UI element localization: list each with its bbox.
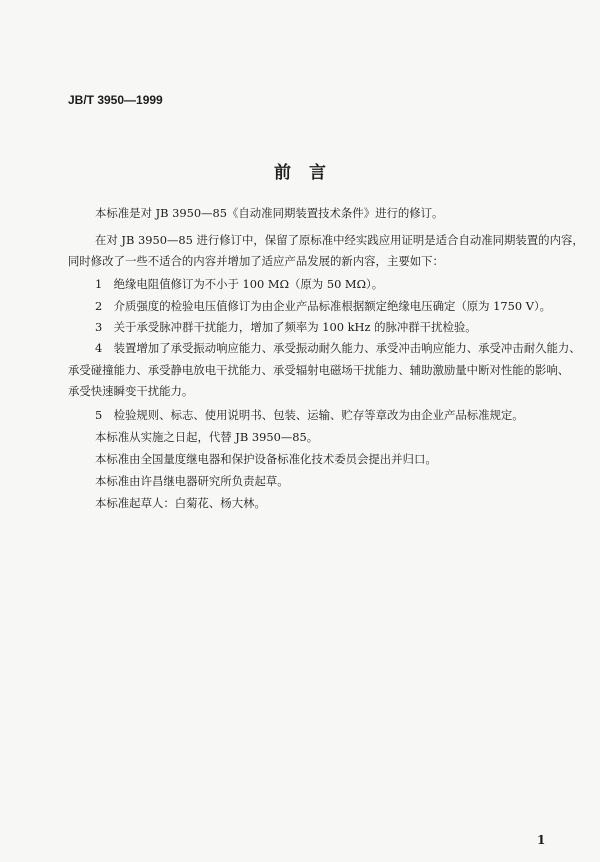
paragraph-line: 本标准由许昌继电器研究所负责起草。 <box>95 474 289 488</box>
page-title: 前言 <box>274 163 344 183</box>
paragraph-line: 本标准是对 JB 3950—85《自动准同期装置技术条件》进行的修订。 <box>95 206 444 220</box>
list-item: 2 介质强度的检验电压值修订为由企业产品标准根据额定绝缘电压确定（原为 1750 V）。 <box>95 299 552 313</box>
standard-code-header: JB/T 3950—1999 <box>68 93 163 107</box>
list-item-continuation: 承受快速瞬变干扰能力。 <box>68 384 194 398</box>
list-item: 4 装置增加了承受振动响应能力、承受振动耐久能力、承受冲击响应能力、承受冲击耐久能力、 <box>95 341 581 355</box>
list-item-continuation: 承受碰撞能力、承受静电放电干扰能力、承受辐射电磁场干扰能力、辅助激励量中断对性能的影响、 <box>68 363 570 377</box>
paragraph-line: 本标准由全国量度继电器和保护设备标准化技术委员会提出并归口。 <box>95 452 437 466</box>
paragraph-line: 本标准从实施之日起，代替 JB 3950—85。 <box>95 430 319 444</box>
list-item: 5 检验规则、标志、使用说明书、包装、运输、贮存等章改为由企业产品标准规定。 <box>95 408 524 422</box>
paragraph-line: 在对 JB 3950—85 进行修订中，保留了原标准中经实践应用证明是适合自动准同期装置的内容， <box>95 233 584 247</box>
page-number: 1 <box>537 833 546 847</box>
paragraph-line: 同时修改了一些不适合的内容并增加了适应产品发展的新内容，主要如下： <box>68 254 444 268</box>
list-item: 3 关于承受脉冲群干扰能力，增加了频率为 100 kHz 的脉冲群干扰检验。 <box>95 320 477 334</box>
paragraph-line: 本标准起草人：白菊花、杨大林。 <box>95 496 266 510</box>
list-item: 1 绝缘电阻值修订为不小于 100 MΩ（原为 50 MΩ）。 <box>95 277 384 291</box>
